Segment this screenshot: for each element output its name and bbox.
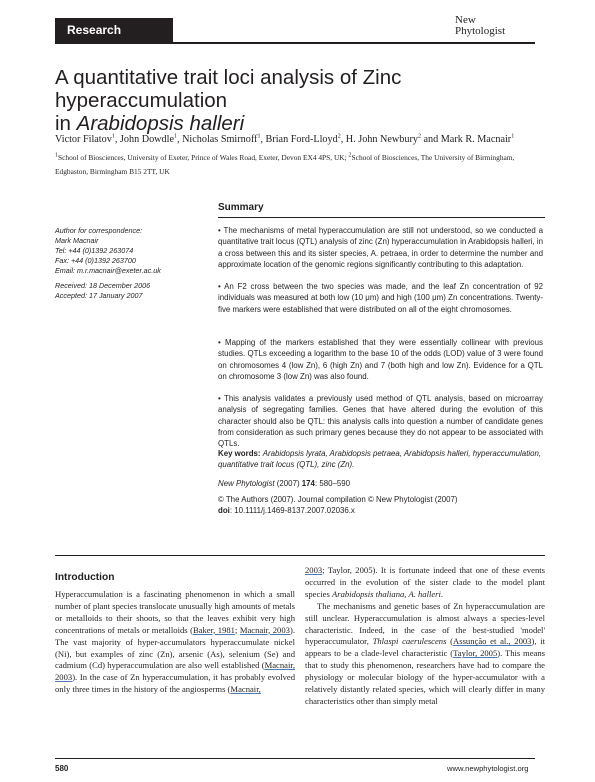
intro-paragraph-1-cont	[305, 565, 545, 601]
author-list	[55, 133, 545, 146]
text-run: ; Taylor, 2005). It is fortunate indeed that one of these events occurred in the evolution of the sister clade to the model plant species	[305, 565, 545, 599]
citation-year: (2007)	[274, 479, 302, 488]
title-species: Arabidopsis halleri	[76, 112, 245, 135]
ref-link[interactable]: 2003	[305, 565, 323, 575]
keywords	[218, 448, 543, 471]
text-run: ). This means that to study this phenomenon, researchers have had to compare the physiology or molecular biology of the hyper-accumulator with a relatively distantly related species, which will clearly differ in many characteristics other than simply metal	[305, 648, 545, 706]
title-line1: A quantitative trait loci analysis of Zinc hyperaccumulation	[55, 66, 402, 112]
journal-logo-line1: New	[455, 14, 476, 26]
author-name[interactable]: Brian Ford-Lloyd	[265, 134, 338, 145]
page-number: 580	[55, 764, 69, 773]
author-name[interactable]: H. John Newbury	[345, 134, 418, 145]
author-sup: 1	[173, 133, 177, 140]
citation-journal: New Phytologist	[218, 479, 275, 488]
doi-label: doi	[218, 506, 230, 516]
article-title	[55, 66, 545, 135]
intro-paragraph-2	[305, 601, 545, 708]
doi-line[interactable]	[218, 505, 543, 516]
intro-column-left	[55, 589, 295, 696]
correspondence-block	[55, 226, 161, 276]
affil-text-1: School of Biosciences, University of Exeter, Prince of Wales Road, Exeter, Devon EX4 4PS, UK;	[58, 153, 349, 162]
text-run: ;	[234, 624, 240, 635]
author-separator: ,	[176, 134, 183, 145]
text-run: ). In the case of Zn hyperaccumulation, it has probably evolved only three times in the history of the angiosperms (	[55, 672, 295, 695]
ref-link[interactable]: Macnair, 2003	[239, 624, 290, 635]
text-run: ). The vast majority of hyper-accumulators hyperaccumulate nickel (Ni), but examples of zinc (Zn), arsenic (As), selenium (Se) and cadmium (Cd) hyperaccumulation are also well established (	[55, 624, 295, 671]
correspondence-fax: Fax: +44 (0)1392 263700	[55, 256, 136, 265]
author-name[interactable]: Mark R. Macnair	[440, 134, 512, 145]
author-name[interactable]: Victor Filatov	[55, 134, 112, 145]
summary-rule	[218, 217, 545, 218]
ref-link[interactable]: Baker, 1981	[192, 624, 235, 635]
correspondence-name: Mark Macnair	[55, 236, 99, 245]
citation-pages: : 580–590	[314, 479, 351, 488]
affiliations	[55, 151, 545, 179]
author-name[interactable]: John Dowdle	[119, 134, 174, 145]
species-name: Thlaspi caerulescens	[372, 636, 447, 647]
summary-bullet-3: • Mapping of the markers established that they were essentially collinear with previous studies. QTLs exceeding a logarithm to the base 10 of the odds (LOD) value of 3 were found on chromosomes 4 (low Zn), 6 (high Zn) and 7 (both high and low Zn). Evidence for a QTL on chromosome 3 (low Zn) was also found.	[218, 338, 543, 381]
author-sup: 2	[337, 133, 341, 140]
affil-sup: 2	[348, 152, 352, 159]
introduction-heading: Introduction	[55, 572, 115, 583]
text-run: (	[446, 636, 454, 647]
journal-logo	[455, 15, 535, 37]
author-sup: 1	[257, 133, 261, 140]
journal-logo-line2: Phytologist	[455, 25, 506, 37]
author-separator: ,	[260, 134, 266, 145]
footer-rule	[55, 758, 535, 759]
intro-paragraph-1	[55, 589, 295, 696]
text-run: .	[440, 588, 444, 599]
journal-website[interactable]: www.newphytologist.org	[447, 764, 529, 773]
text-run: Hyperaccumulation is a fascinating phenomenon in which a small number of plant species translocate unusually high amounts of metals or metalloids to their shoots, so that the leaves exhibit very high concentrations of metals or metalloids (	[55, 589, 295, 635]
summary-bullet-4: • This analysis validates a previously used method of QTL analysis, based on microarray analysis of segregating families. Genes that have altered during the evolution of this character should also be QTL: this analysis calls into question a number of candidate genes from consideration as such primary genes because they do not appear to be associated with QTLs.	[218, 394, 543, 449]
correspondence-label: Author for correspondence:	[55, 226, 143, 235]
correspondence-tel: Tel: +44 (0)1392 263074	[55, 246, 134, 255]
text-run: The mechanisms and genetic bases of Zn hyperaccumulation are still unclear. Hyperaccumulation is almost always a species-level characteristic. Indeed, in the case of the best-studied 'model' hyperaccumulator,	[305, 600, 545, 647]
correspondence-email[interactable]: Email: m.r.macnair@exeter.ac.uk	[55, 266, 161, 275]
section-rule	[55, 555, 545, 556]
dates-block	[55, 281, 150, 301]
affil-line-2: Edgbaston, Birmingham B15 2TT, UK	[55, 167, 170, 176]
intro-column-right	[305, 565, 545, 708]
author-sup: 1	[511, 133, 515, 140]
header-rule	[55, 42, 535, 44]
summary-heading: Summary	[218, 202, 264, 213]
received-date: Received: 18 December 2006	[55, 281, 151, 290]
accepted-date: Accepted: 17 January 2007	[55, 291, 143, 300]
author-sup: 2	[417, 133, 421, 140]
affil-sup: 1	[55, 152, 58, 159]
ref-link[interactable]: Macnair, 2003	[55, 660, 295, 683]
text-run: ), it appears to be a clade-level characteristic (	[305, 636, 545, 659]
citation-volume: 174	[301, 479, 315, 488]
keywords-label: Key words:	[218, 449, 261, 458]
author-sup: 1	[111, 133, 115, 140]
citation	[218, 478, 543, 489]
copyright-line: © The Authors (2007). Journal compilation © New Phytologist (2007)	[218, 495, 458, 504]
title-prefix: in	[55, 112, 77, 135]
author-separator: and	[420, 134, 441, 145]
author-name[interactable]: Nicholas Smirnoff	[182, 134, 258, 145]
copyright	[218, 494, 543, 517]
ref-link[interactable]: Assunção et al., 2003	[453, 636, 532, 647]
summary-bullet-2: • An F2 cross between the two species was made, and the leaf Zn concentration of 92 individuals was measured at both low (10 μm) and high (100 μm) Zn concentrations. Twenty-five markers were established that were distributed on all of the eight chromosomes.	[218, 282, 543, 314]
keywords-text: Arabidopsis lyrata, Arabidopsis petraea, Arabidopsis halleri, hyperaccumulation, quantitative trait locus (QTL), zinc (Zn).	[218, 449, 542, 470]
summary-bullet-1: • The mechanisms of metal hyperaccumulation are still not understood, so we conducted a quantitative trait locus (QTL) analysis of zinc (Zn) hyperaccumulation in Arabidopsis halleri, in a cross between this and its sister species, A. petraea, in order to determine the number and approximate location of the genomic regions significantly contributing to this adaptation.	[218, 226, 543, 269]
ref-link[interactable]: Taylor, 2005	[453, 648, 498, 659]
species-name: Arabidopsis thaliana, A. halleri	[331, 588, 441, 599]
affil-text-2: School of Biosciences, The University of Birmingham,	[351, 153, 515, 162]
author-separator: ,	[340, 134, 346, 145]
doi-value: : 10.1111/j.1469-8137.2007.02036.x	[229, 506, 355, 516]
ref-link[interactable]: Macnair,	[230, 684, 261, 695]
section-badge: Research	[55, 18, 173, 42]
author-separator: ,	[114, 134, 120, 145]
